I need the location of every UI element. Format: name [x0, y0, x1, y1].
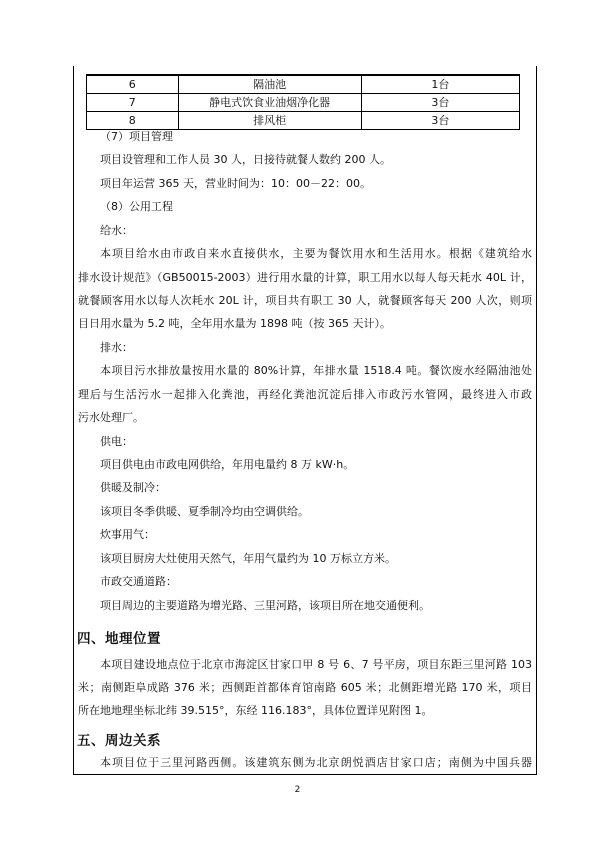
body-text-line: 本项目污水排放量按用水量的 80%计算，年排水量 1518.4 吨。餐饮废水经隔油池处	[100, 364, 532, 377]
body-text-line: 污水处理厂。	[78, 411, 144, 424]
table-row	[87, 75, 520, 94]
body-label: 排水：	[100, 341, 133, 354]
body-text-line: 就餐顾客用水以每人次耗水 20L 计，项目共有职工 30 人，就餐顾客每天 200 人次，则项	[78, 294, 532, 307]
table-cell-name: 隔油池	[178, 75, 361, 94]
body-text-line: 米；南侧距阜成路 376 米；西侧距首都体育馆南路 605 米；北侧距增光路 170 米，项目	[78, 681, 532, 694]
page-number: 2	[294, 785, 301, 795]
section-heading-location: 四、地理位置	[77, 631, 161, 647]
section-subheading: （7）项目管理	[100, 130, 173, 143]
table-cell-qty: 1台	[361, 75, 519, 94]
table-cell-qty: 3台	[361, 112, 519, 130]
body-text-line: 该项目冬季供暖、夏季制冷均由空调供给。	[100, 505, 309, 518]
body-text-line: 本项目位于三里河路西侧。该建筑东侧为北京朗悦酒店甘家口店；南侧为中国兵器	[100, 756, 532, 769]
body-label: 供暖及制冷：	[100, 481, 166, 494]
body-text-line: 本项目建设地点位于北京市海淀区甘家口甲 8 号 6、7 号平房，项目东距三里河路 103	[100, 658, 532, 671]
body-label: 炊事用气：	[100, 528, 155, 541]
body-text-line: 理后与生活污水一起排入化粪池，再经化粪池沉淀后排入市政污水管网，最终进入市政	[78, 388, 532, 401]
body-text-line: 项目年运营 365 天，营业时间为：10：00－22：00。	[100, 177, 371, 190]
table-cell-no: 7	[87, 94, 179, 112]
table-cell-qty: 3台	[361, 94, 519, 112]
table-cell-name: 排风柜	[178, 112, 361, 130]
section-heading-surroundings: 五、周边关系	[77, 733, 161, 749]
section-subheading: （8）公用工程	[100, 200, 173, 213]
body-text-line: 该项目厨房大灶使用天然气，年用气量约为 10 万标立方米。	[100, 552, 396, 565]
equipment-table	[86, 74, 520, 130]
table-cell-no: 8	[87, 112, 179, 130]
table-cell-name: 静电式饮食业油烟净化器	[178, 94, 361, 112]
body-text-line: 项目设管理和工作人员 30 人，日接待就餐人数约 200 人。	[100, 153, 391, 166]
body-label: 市政交通道路：	[100, 575, 177, 588]
body-text-line: 项目供电由市政电网供给，年用电量约 8 万 kW·h。	[100, 458, 355, 471]
table-row	[87, 94, 520, 112]
body-label: 给水：	[100, 224, 133, 237]
body-text-line: 本项目给水由市政自来水直接供水，主要为餐饮用水和生活用水。根据《建筑给水	[100, 247, 532, 260]
table-row	[87, 112, 520, 130]
body-text-line: 目日用水量为 5.2 吨，全年用水量为 1898 吨（按 365 天计）。	[78, 317, 391, 330]
body-text-line: 所在地地理坐标北纬 39.515°，东经 116.183°，具体位置详见附图 1。	[78, 704, 433, 717]
body-text-line: 排水设计规范》（GB50015-2003）进行用水量的计算，职工用水以每人每天耗水 40L 计，	[78, 271, 532, 284]
body-label: 供电：	[100, 435, 133, 448]
body-text-line: 项目周边的主要道路为增光路、三里河路，该项目所在地交通便利。	[100, 599, 430, 612]
table-cell-no: 6	[87, 75, 179, 94]
